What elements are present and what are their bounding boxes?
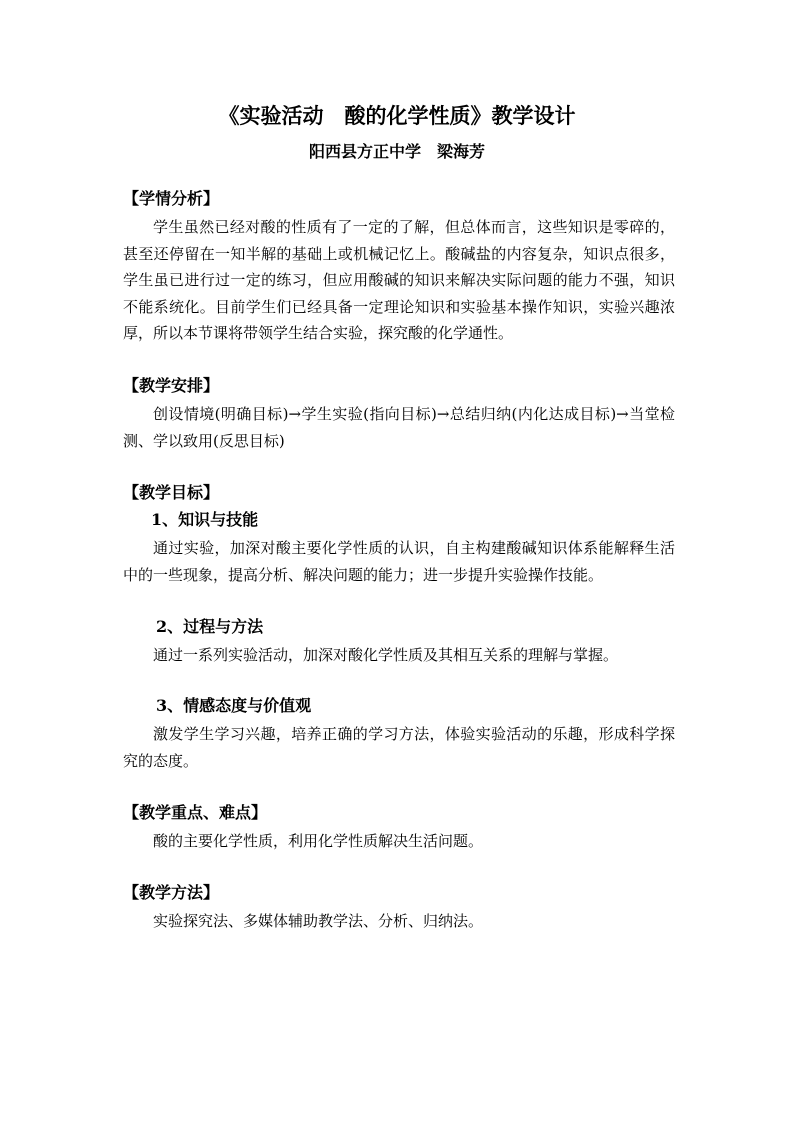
objective-text-process: 通过一系列实验活动，加深对酸化学性质及其相互关系的理解与掌握。 — [153, 646, 619, 664]
section-heading-analysis: 【学情分析】 — [123, 189, 220, 208]
section-text-key-points: 酸的主要化学性质，利用化学性质解决生活问题。 — [153, 832, 484, 850]
section-heading-key-points: 【教学重点、难点】 — [123, 803, 268, 822]
document-author: 阳西县方正中学 梁海芳 — [308, 142, 485, 161]
objective-text-knowledge: 通过实验，加深对酸主要化学性质的认识，自主构建酸碱知识体系能解释生活中的一些现象，提高分析、解决问题的能力；进一步提升实验操作技能。 — [123, 539, 675, 584]
section-heading-arrangement: 【教学安排】 — [123, 376, 220, 395]
objective-title-attitude: 3、情感态度与价值观 — [156, 696, 312, 715]
objective-title-process: 2、过程与方法 — [156, 617, 264, 636]
document-title: 《实验活动 酸的化学性质》教学设计 — [218, 103, 576, 128]
section-heading-objectives: 【教学目标】 — [123, 483, 220, 502]
objective-title-knowledge: 1、知识与技能 — [151, 510, 259, 529]
objective-text-attitude: 激发学生学习兴趣，培养正确的学习方法，体验实验活动的乐趣，形成科学探究的态度。 — [123, 725, 675, 770]
section-heading-methods: 【教学方法】 — [123, 883, 220, 902]
section-text-methods: 实验探究法、多媒体辅助教学法、分析、归纳法。 — [153, 912, 484, 930]
section-text-analysis: 学生虽然已经对酸的性质有了一定的了解，但总体而言，这些知识是零碎的，甚至还停留在一知半解的基础上或机械记忆上。酸碱盐的内容复杂，知识点很多，学生虽已进行过一定的练习，但应用酸碱的知识来解决实际问题的能力不强，知识不能系统化。目前学生们已经具备一定理论知识和实验基本操作知识，实验兴趣浓厚，所以本节课将带领学生结合实验，探究酸的化学通性。 — [123, 218, 675, 342]
section-text-arrangement: 创设情境(明确目标)→学生实验(指向目标)→总结归纳(内化达成目标)→当堂检测、学以致用(反思目标) — [123, 405, 675, 450]
